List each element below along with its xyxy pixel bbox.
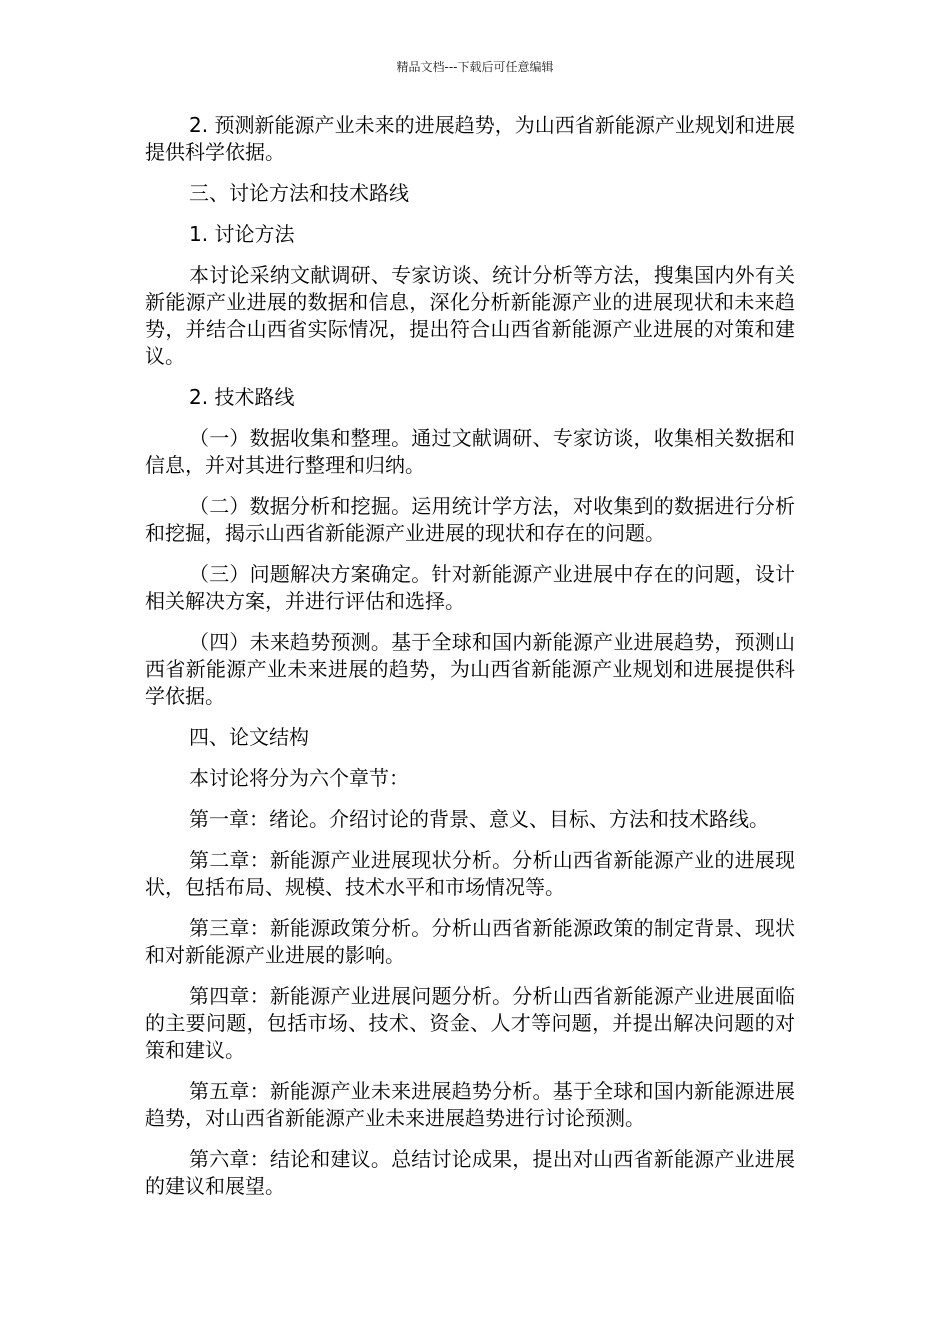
- paragraph-prediction: 2. 预测新能源产业未来的进展趋势，为山西省新能源产业规划和进展提供科学依据。: [145, 113, 795, 164]
- paragraph-research-method: 本讨论采纳文献调研、专家访谈、统计分析等方法，搜集国内外有关新能源产业进展的数据和信息，深化分析新能源产业的进展现状和未来趋势，并结合山西省实际情况，提出符合山西省新能源产业进展的对策和建议。: [145, 263, 795, 368]
- subheading-research-method: 1. 讨论方法: [189, 222, 295, 246]
- paragraph-route-step-4: （四）未来趋势预测。基于全球和国内新能源产业进展趋势，预测山西省新能源产业未来进展的趋势，为山西省新能源产业规划和进展提供科学依据。: [145, 630, 795, 708]
- paragraph-chapter-3: 第三章：新能源政策分析。分析山西省新能源政策的制定背景、现状和对新能源产业进展的影响。: [145, 916, 795, 967]
- section-heading-methods: 三、讨论方法和技术路线: [189, 181, 409, 205]
- paragraph-structure-intro: 本讨论将分为六个章节：: [189, 766, 409, 790]
- subheading-technical-route: 2. 技术路线: [189, 385, 295, 409]
- section-heading-structure: 四、论文结构: [189, 725, 309, 749]
- paragraph-route-step-3: （三）问题解决方案确定。针对新能源产业进展中存在的问题，设计相关解决方案，并进行评估和选择。: [145, 562, 795, 613]
- page-header: 精品文档---下载后可任意编辑: [396, 60, 554, 74]
- paragraph-route-step-2: （二）数据分析和挖掘。运用统计学方法，对收集到的数据进行分析和挖掘，揭示山西省新能源产业进展的现状和存在的问题。: [145, 494, 795, 545]
- paragraph-chapter-4: 第四章：新能源产业进展问题分析。分析山西省新能源产业进展面临的主要问题，包括市场、技术、资金、人才等问题，并提出解决问题的对策和建议。: [145, 984, 795, 1062]
- paragraph-chapter-1: 第一章：绪论。介绍讨论的背景、意义、目标、方法和技术路线。: [189, 807, 769, 831]
- paragraph-chapter-6: 第六章：结论和建议。总结讨论成果，提出对山西省新能源产业进展的建议和展望。: [145, 1147, 795, 1198]
- paragraph-route-step-1: （一）数据收集和整理。通过文献调研、专家访谈，收集相关数据和信息，并对其进行整理和归纳。: [145, 426, 795, 477]
- document-body: [145, 112, 795, 1214]
- paragraph-chapter-5: 第五章：新能源产业未来进展趋势分析。基于全球和国内新能源进展趋势，对山西省新能源产业未来进展趋势进行讨论预测。: [145, 1079, 795, 1130]
- paragraph-chapter-2: 第二章：新能源产业进展现状分析。分析山西省新能源产业的进展现状，包括布局、规模、技术水平和市场情况等。: [145, 848, 795, 899]
